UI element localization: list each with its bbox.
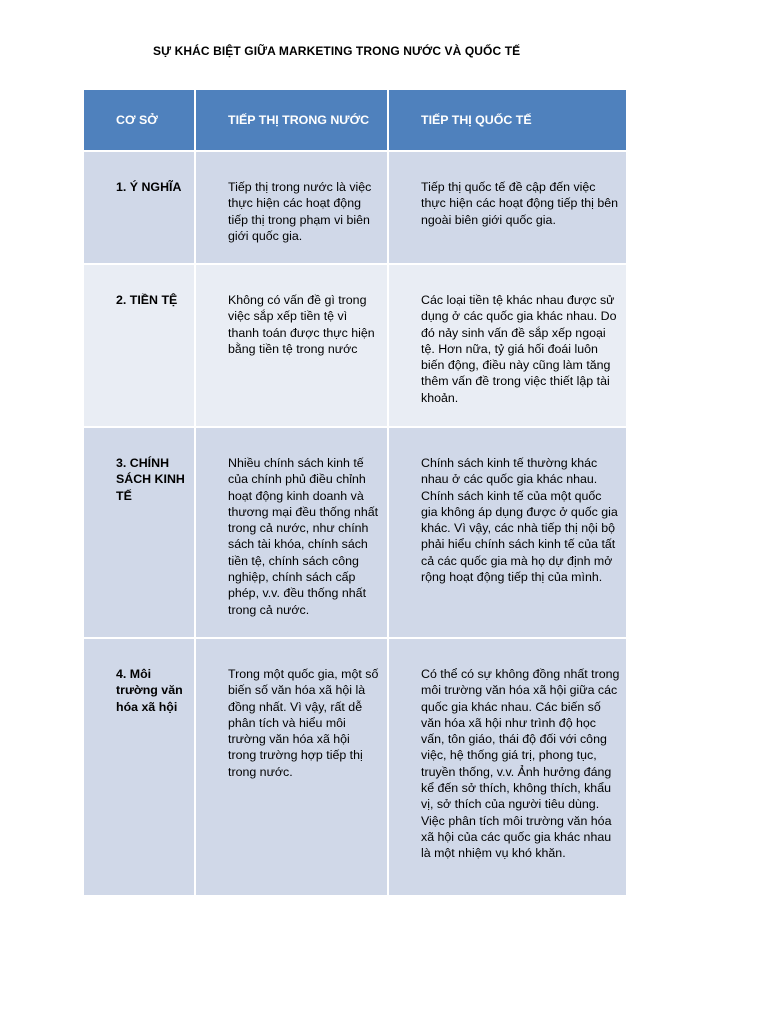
cell-basis: 2. TIỀN TỆ — [83, 264, 195, 427]
table-row — [83, 264, 627, 427]
cell-international: Chính sách kinh tế thường khác nhau ở các quốc gia khác nhau. Chính sách kinh tế của một quốc gia không áp dụng được ở quốc gia khác. Vì vậy, các nhà tiếp thị nội bộ phải hiểu chính sách kinh tế của tất cả các quốc gia mà họ dự định mở rộng hoạt động tiếp thị của mình. — [388, 427, 627, 638]
table-row — [83, 638, 627, 896]
document-title: SỰ KHÁC BIỆT GIỮA MARKETING TRONG NƯỚC VÀ QUỐC TẾ — [153, 44, 521, 58]
cell-basis: 1. Ý NGHĨA — [83, 151, 195, 264]
cell-domestic: Tiếp thị trong nước là việc thực hiện các hoạt động tiếp thị trong phạm vi biên giới quốc gia. — [195, 151, 388, 264]
cell-domestic: Không có vấn đề gì trong việc sắp xếp tiền tệ vì thanh toán được thực hiện bằng tiền tệ trong nước — [195, 264, 388, 427]
cell-international: Tiếp thị quốc tế đề cập đến việc thực hiện các hoạt động tiếp thị bên ngoài biên giới quốc gia. — [388, 151, 627, 264]
comparison-table — [82, 88, 628, 897]
table-row — [83, 151, 627, 264]
cell-domestic: Nhiều chính sách kinh tế của chính phủ điều chỉnh hoạt động kinh doanh và thương mại đều thống nhất trong cả nước, như chính sách tài khóa, chính sách tiền tệ, chính sách công nghiệp, chính sách cấp phép, v.v. đều thống nhất trong cả nước. — [195, 427, 388, 638]
table-row — [83, 427, 627, 638]
cell-domestic: Trong một quốc gia, một số biến số văn hóa xã hội là đồng nhất. Vì vậy, rất dễ phân tích và hiểu môi trường văn hóa xã hội trong trường hợp tiếp thị trong nước. — [195, 638, 388, 896]
header-basis: CƠ SỞ — [83, 89, 195, 151]
cell-international: Các loại tiền tệ khác nhau được sử dụng ở các quốc gia khác nhau. Do đó nảy sinh vấn đề sắp xếp ngoại tệ. Hơn nữa, tỷ giá hối đoái luôn biến động, điều này cũng làm tăng thêm vấn đề trong việc thiết lập tài khoản. — [388, 264, 627, 427]
cell-basis: 3. CHÍNH SÁCH KINH TẾ — [83, 427, 195, 638]
cell-basis: 4. Môi trường văn hóa xã hội — [83, 638, 195, 896]
cell-international: Có thể có sự không đồng nhất trong môi trường văn hóa xã hội giữa các quốc gia khác nhau. Các biến số văn hóa xã hội như trình độ học vấn, tôn giáo, thái độ đối với công việc, hệ thống giá trị, phong tục, truyền thống, v.v. Ảnh hưởng đáng kể đến sở thích, không thích, khẩu vị, sở thích của người tiêu dùng. Việc phân tích môi trường văn hóa xã hội của các quốc gia khác nhau là một nhiệm vụ khó khăn. — [388, 638, 627, 896]
table-header-row — [83, 89, 627, 151]
header-international-marketing: TIẾP THỊ QUỐC TẾ — [388, 89, 627, 151]
header-domestic-marketing: TIẾP THỊ TRONG NƯỚC — [195, 89, 388, 151]
